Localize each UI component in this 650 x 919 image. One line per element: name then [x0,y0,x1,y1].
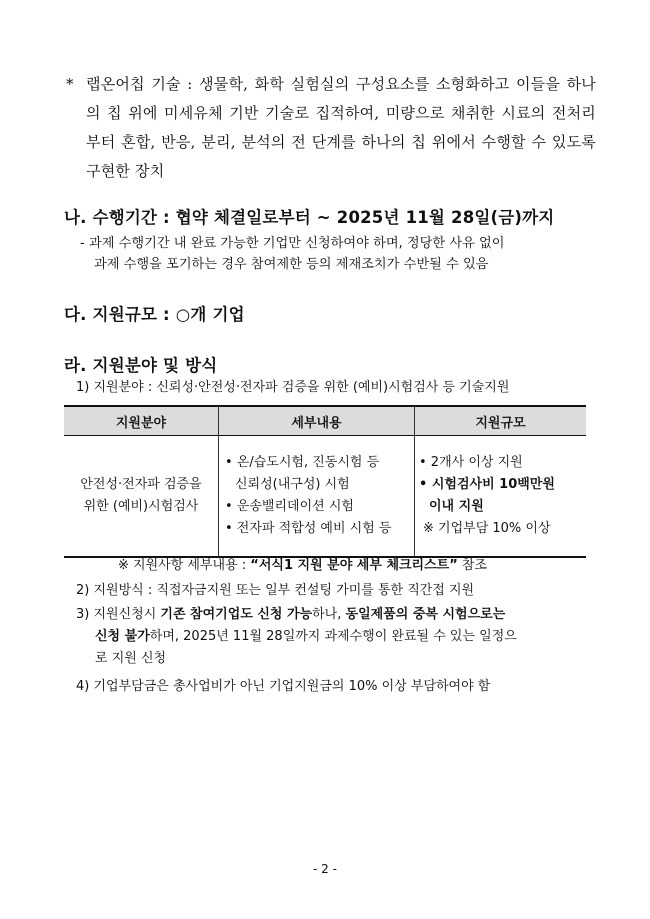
detail-line1: • 온/습도시험, 진동시험 등 [225,455,380,470]
page-number: - 2 - [313,862,337,876]
item3-bold1: 기존 참여기업도 신청 가능 [160,607,313,622]
section-da-title: 다. 지원규모 : ○개 기업 [64,305,245,324]
table-header-field: 지원분야 [64,406,219,436]
scale-line1: • 2개사 이상 지원 [419,455,523,470]
section-ra-item4: 4) 기업부담금은 총사업비가 아닌 기업지원금의 10% 이상 부담하여야 함 [76,679,491,694]
section-na-bullet-line2: 과제 수행을 포기하는 경우 참여제한 등의 제재조치가 수반될 수 있음 [94,257,489,272]
lab-on-chip-note [66,70,596,186]
field-line2: 위한 (예비)시험검사 [83,499,199,514]
section-ra-item1: 1) 지원분야 : 신뢰성·안전성·전자파 검증을 위한 (예비)시험검사 등 기술지원 [76,380,510,395]
section-na-bullet [80,233,590,275]
table-header-scale: 지원규모 [415,406,587,436]
scale-line4: ※ 기업부담 10% 이상 [423,521,551,536]
section-na-title: 나. 수행기간 : 협약 체결일로부터 ~ 2025년 11월 28일(금)까지 [64,208,555,227]
item3-line1 [76,604,596,626]
item3-mid: 하나, [312,607,346,622]
detail-line2: 신뢰성(내구성) 시험 [235,477,350,492]
section-ra-title: 라. 지원분야 및 방식 [64,356,218,375]
reference-note-prefix: ※ 지원사항 세부내용 : [118,558,251,573]
scale-line3: 이내 지원 [429,499,484,514]
table-cell-details [219,436,415,558]
section-na-bullet-line1: - 과제 수행기간 내 완료 가능한 기업만 신청하여야 하며, 정당한 사유 없이 [80,236,505,251]
item3-rest: 하며, 2025년 11월 28일까지 과제수행이 완료될 수 있는 일정으 [149,629,517,644]
table-cell-field [64,436,219,558]
section-ra-item3 [76,604,596,670]
scale-line2: • 시험검사비 10백만원 [419,477,555,492]
support-table [64,405,586,558]
note-text: 랩온어칩 기술 : 생물학, 화학 실험실의 구성요소를 소형화하고 이들을 하나의 칩 위에 미세유체 기반 기술로 집적하여, 미량으로 채취한 시료의 전처리부터 혼합, 반응, 분리, 분석의 전 단계를 하나의 칩 위에서 수행할 수 있도록 구현한 장치 [86,75,596,180]
reference-note [118,555,638,577]
item3-prefix: 3) 지원신청시 [76,607,161,622]
note-marker: * [66,75,74,93]
reference-note-form: “서식1 지원 분야 세부 체크리스트” [250,558,458,573]
table-header-details: 세부내용 [219,406,415,436]
item3-bold2: 동일제품의 중복 시험으로는 [345,607,506,622]
field-line1: 안전성·전자파 검증을 [80,477,202,492]
reference-note-suffix: 참조 [457,558,488,573]
item3-line3: 로 지원 신청 [95,651,167,666]
section-ra-item2: 2) 지원방식 : 직접자금지원 또는 일부 컨설팅 가미를 통한 직간접 지원 [76,583,475,598]
table-header-row [64,406,586,436]
item3-line2 [95,626,596,648]
table-row [64,436,586,558]
item3-bold3: 신청 불가 [95,629,150,644]
table-cell-scale [415,436,587,558]
detail-line3: • 운송밸리데이션 시험 [225,499,354,514]
detail-line4: • 전자파 적합성 예비 시험 등 [225,521,392,536]
